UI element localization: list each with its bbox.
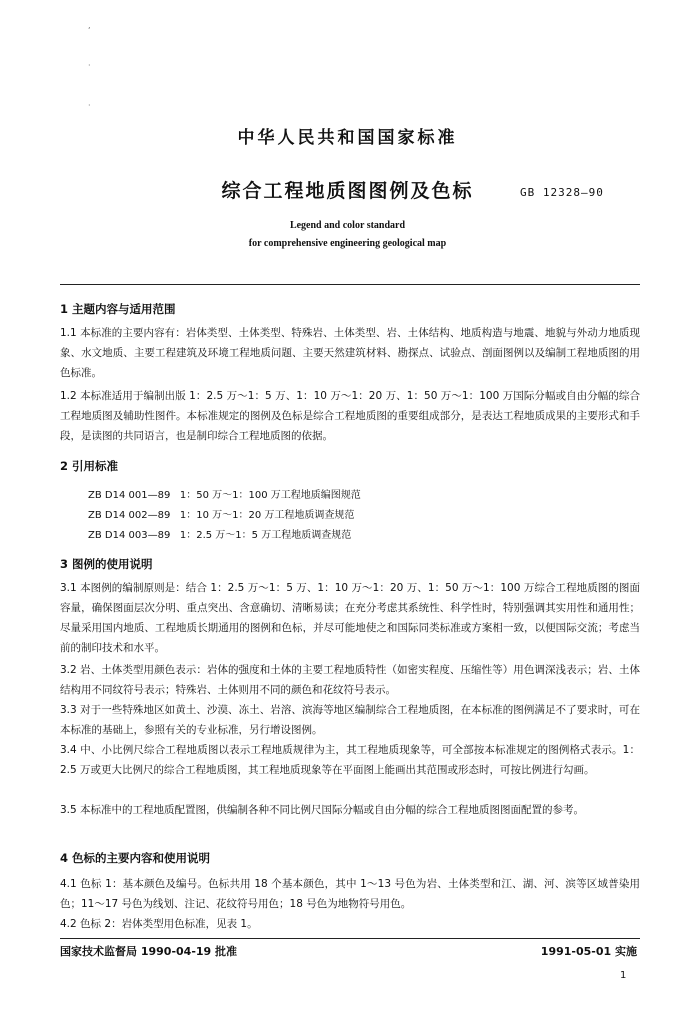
paragraph-3-1 <box>60 578 640 658</box>
paragraph-text: 本图例的编制原则是：结合 1：2.5 万～1：5 万、1：10 万～1：20 万、1：50 万～1：100 万综合工程地质图的图面容量，确保图面层次分明、重点突出、含意确切、清晰易读；在充分考虑其系统性、科学性时，特别强调其实用性和通用性；尽量采用国内地质、工程地质长期通用的图例和色标，并尽可能地使之和国际同类标准或方案相一致，以便国际交流；考虑当前的制印技术和水平。 <box>60 582 640 654</box>
footer-divider <box>60 938 640 939</box>
approval-notice: 国家技术监督局 1990-04-19 批准 <box>60 945 238 958</box>
reference-item: ZB D14 003—89 1：2.5 万～1：5 万工程地质调查规范 <box>88 530 352 541</box>
paragraph-number: 3.5 <box>60 804 77 816</box>
paragraph-3-4 <box>60 740 640 780</box>
paragraph-number: 3.1 <box>60 582 77 594</box>
english-title-line-2: for comprehensive engineering geological map <box>248 238 447 249</box>
reference-item: ZB D14 002—89 1：10 万～1：20 万工程地质调查规范 <box>88 510 355 521</box>
paragraph-4-2 <box>60 914 640 934</box>
section-4-heading: 4 色标的主要内容和使用说明 <box>60 851 211 865</box>
standard-class-heading: 中华人民共和国国家标准 <box>237 128 458 148</box>
paragraph-text: 对于一些特殊地区如黄土、沙漠、冻土、岩溶、滨海等地区编制综合工程地质图，在本标准的图例满足不了要求时，可在本标准的基础上，参照有关的专业标准，另行增设图例。 <box>60 704 640 736</box>
reference-item: ZB D14 001—89 1：50 万～1：100 万工程地质编图规范 <box>88 490 361 501</box>
effective-date: 1991-05-01 实施 <box>540 945 637 958</box>
title-divider <box>60 284 640 285</box>
paragraph-number: 3.4 <box>60 744 77 756</box>
paragraph-text: 岩、土体类型用颜色表示：岩体的强度和土体的主要工程地质特性（如密实程度、压缩性等）用色调深浅表示；岩、土体结构用不同纹符号表示；特殊岩、土体则用不同的颜色和花纹符号表示。 <box>60 664 640 696</box>
paragraph-3-2 <box>60 660 640 700</box>
paragraph-number: 3.2 <box>60 664 77 676</box>
page-number: 1 <box>620 970 627 981</box>
paragraph-text: 本标准中的工程地质配置图，供编制各种不同比例尺国际分幅或自由分幅的综合工程地质图图面配置的参考。 <box>80 804 585 816</box>
paragraph-text: 本标准适用于编制出版 1：2.5 万～1：5 万、1：10 万～1：20 万、1：50 万～1：100 万国际分幅或自由分幅的综合工程地质图及辅助性图件。本标准规定的图例及色标是综合工程地质图的重要组成部分，是表达工程地质成果的主要形式和手段，是读图的共同语言，也是制印综合工程地质图的依据。 <box>60 390 640 442</box>
paragraph-number: 4.1 <box>60 878 77 890</box>
paragraph-1-1 <box>60 323 640 383</box>
section-3-heading: 3 图例的使用说明 <box>60 557 153 571</box>
section-1-heading: 1 主题内容与适用范围 <box>60 302 176 316</box>
standard-number: GB 12328—90 <box>520 186 604 199</box>
scan-marks: , · · <box>88 21 91 110</box>
section-2-heading: 2 引用标准 <box>60 459 119 473</box>
document-title: 综合工程地质图图例及色标 <box>221 180 474 202</box>
paragraph-text: 色标 1：基本颜色及编号。色标共用 18 个基本颜色，其中 1～13 号色为岩、土体类型和江、湖、河、滨等区域普染用色；11～17 号色为线划、注记、花纹符号用色；18 号色为地物符号用色。 <box>60 878 640 910</box>
paragraph-text: 中、小比例尺综合工程地质图以表示工程地质规律为主，其工程地质现象等，可全部按本标准规定的图例格式表示。1：2.5 万或更大比例尺的综合工程地质图，其工程地质现象等在平面图上能画出其范围或形态时，可按比例进行勾画。 <box>60 744 640 776</box>
english-title-line-1: Legend and color standard <box>289 220 406 231</box>
paragraph-number: 1.2 <box>60 390 77 402</box>
paragraph-3-3 <box>60 700 640 740</box>
paragraph-text: 色标 2：岩体类型用色标准，见表 1。 <box>80 918 258 930</box>
paragraph-number: 1.1 <box>60 327 77 339</box>
paragraph-number: 3.3 <box>60 704 77 716</box>
paragraph-1-2 <box>60 386 640 446</box>
paragraph-3-5 <box>60 800 640 820</box>
paragraph-number: 4.2 <box>60 918 77 930</box>
paragraph-text: 本标准的主要内容有：岩体类型、土体类型、特殊岩、土体类型、岩、土体结构、地质构造与地震、地貌与外动力地质现象、水文地质、主要工程建筑及环境工程地质问题、主要天然建筑材料、勘探点、试验点、剖面图例以及编制工程地质图的用色标准。 <box>60 327 640 379</box>
paragraph-4-1 <box>60 874 640 914</box>
